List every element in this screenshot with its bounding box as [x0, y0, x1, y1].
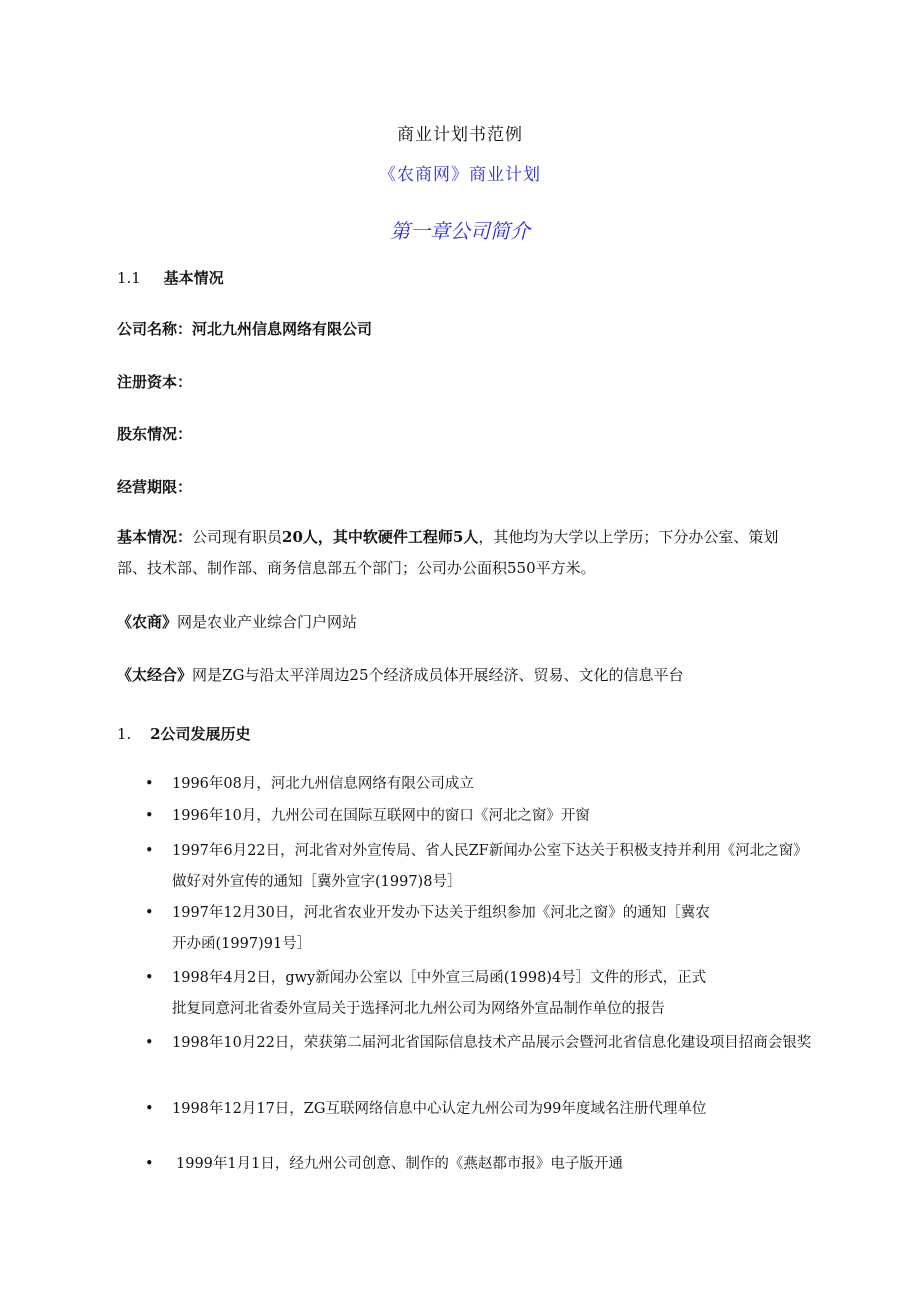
company-name-value: 河北九州信息网络有限公司: [192, 320, 373, 338]
taijinghe-name: 《太经合》: [117, 666, 193, 684]
bullet-icon: •: [145, 905, 154, 921]
nongshang-description: [117, 611, 357, 632]
bullet-icon: •: [145, 1035, 154, 1051]
bullet-icon: •: [145, 843, 154, 859]
history-entry: 1998年4月2日，gwy新闻办公室以［中外宣三局函(1998)4号］文件的形式，正式批复同意河北省委外宣局关于选择河北九州公司为网络外宣品制作单位的报告: [172, 970, 707, 1017]
company-name-label: 公司名称：: [117, 320, 193, 338]
bullet-icon: •: [145, 970, 154, 986]
list-item: [145, 1149, 815, 1180]
basic-info-paragraph: [117, 522, 807, 584]
list-item: [145, 898, 815, 960]
bullet-icon: •: [145, 808, 154, 824]
section-number: 1.: [117, 725, 132, 743]
business-term-label: 经营期限：: [117, 478, 193, 496]
nongshang-name: 《农商》: [117, 613, 178, 631]
nongshang-text: 网是农业产业综合门户网站: [177, 613, 358, 631]
engineer-count: 5人: [452, 528, 479, 546]
document-subtitle: 《农商网》商业计划: [379, 165, 541, 185]
section-title: 2公司发展历史: [150, 725, 251, 743]
basic-info-label: 基本情况：: [117, 528, 193, 546]
list-item: [145, 1094, 815, 1125]
list-item: [145, 801, 815, 832]
list-item: [145, 963, 815, 1025]
history-entry: 1997年6月22日，河北省对外宣传局、省人民ZF新闻办公室下达关于积极支持并利用《河北之窗》做好对外宣传的通知［冀外宣字(1997)8号］: [172, 843, 808, 890]
company-name-row: [117, 318, 372, 339]
bullet-icon: •: [145, 776, 154, 792]
list-item: [145, 769, 815, 800]
chapter-heading: 第一章公司简介: [390, 219, 530, 243]
history-entry: 1996年10月，九州公司在国际互联网中的窗口《河北之窗》开窗: [172, 808, 590, 824]
staff-count: 20人: [282, 528, 318, 546]
history-entry: 1996年08月，河北九州信息网络有限公司成立: [172, 776, 474, 792]
history-entry: 1998年12月17日，ZG互联网络信息中心认定九州公司为99年度域名注册代理单位: [172, 1101, 707, 1117]
taijinghe-text: 网是ZG与沿太平洋周边25个经济成员体开展经济、贸易、文化的信息平台: [192, 666, 684, 684]
list-item: [145, 1028, 815, 1059]
section-heading-history: [117, 723, 251, 744]
section-heading-basic: [117, 267, 224, 288]
bullet-icon: •: [145, 1156, 154, 1172]
basic-info-text: ，其他均为大学以上学历；下分办公室、策划部、技术部、制作部、商务信息部五个部门；公司办公面积550平方米。: [117, 528, 779, 577]
list-item: [145, 836, 815, 898]
basic-info-text: ，其中软硬件工程师: [317, 528, 453, 546]
taijinghe-description: [117, 664, 684, 685]
registered-capital-label: 注册资本：: [117, 373, 193, 391]
history-entry: 1999年1月1日，经九州公司创意、制作的《燕赵都市报》电子版开通: [176, 1156, 623, 1172]
bullet-icon: •: [145, 1101, 154, 1117]
history-entry: 1998年10月22日，荣获第二届河北省国际信息技术产品展示会暨河北省信息化建设项目招商会银奖: [172, 1035, 812, 1051]
document-title: 商业计划书范例: [397, 125, 523, 145]
history-entry: 1997年12月30日，河北省农业开发办下达关于组织参加《河北之窗》的通知［冀农开办函(1997)91号］: [172, 905, 710, 952]
basic-info-text: 公司现有职员: [192, 528, 283, 546]
section-title: 基本情况: [163, 269, 224, 287]
shareholders-label: 股东情况：: [117, 425, 193, 443]
section-number: 1.1: [117, 269, 141, 287]
